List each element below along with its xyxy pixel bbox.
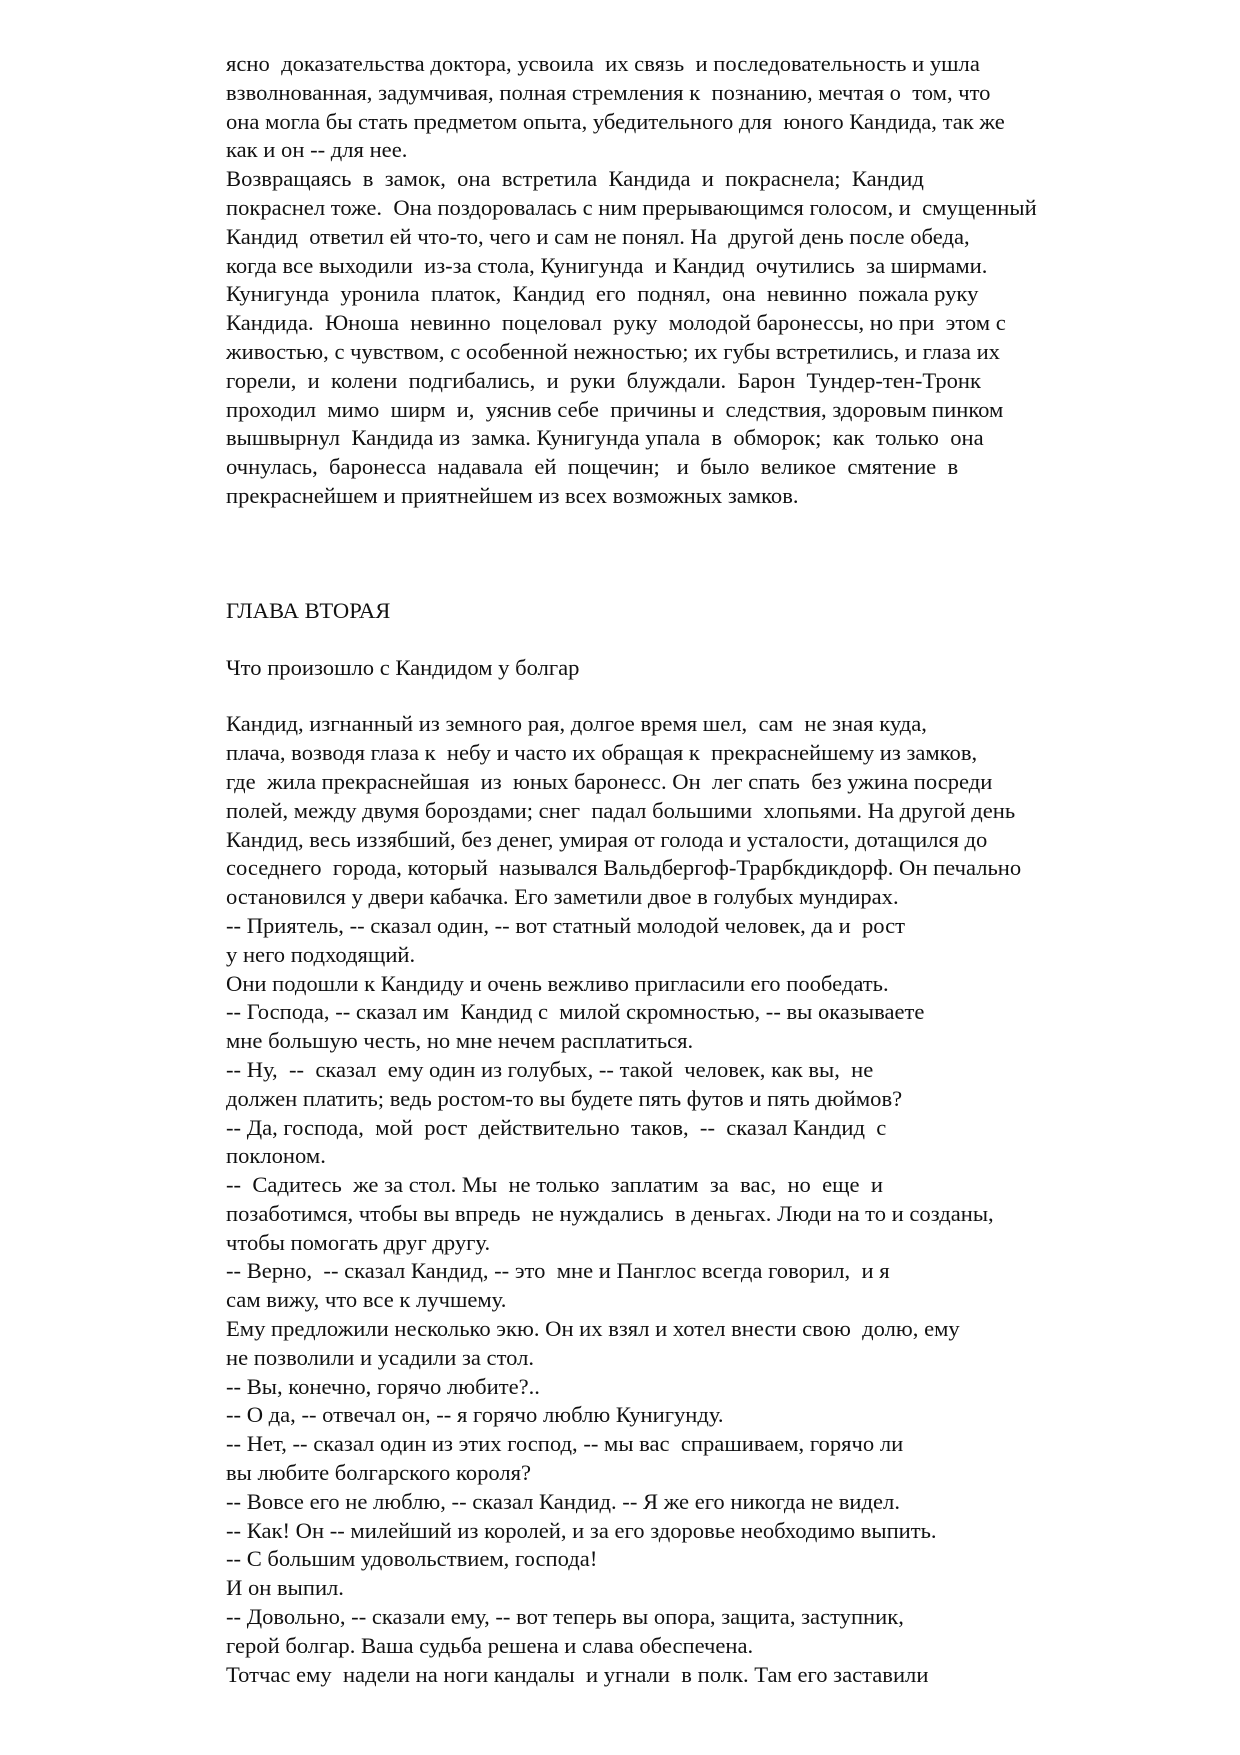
chapter-title: ГЛАВА ВТОРАЯ [226, 597, 391, 623]
section-spacer [226, 682, 1226, 710]
text-line: ясно доказательства доктора, усвоила их связь и последовательность и ушла [226, 51, 980, 76]
text-line: -- О да, -- отвечал он, -- я горячо люблю Кунигунду. [226, 1402, 724, 1428]
text-line: когда все выходили из-за стола, Кунигунда и Кандид очутились за ширмами. [226, 252, 988, 278]
text-line: -- Ну, -- сказал ему один из голубых, -- такой человек, как вы, не [226, 1056, 874, 1082]
text-line: Кунигунда уронила платок, Кандид его поднял, она невинно пожала руку [226, 281, 979, 307]
text-line: вышвырнул Кандида из замка. Кунигунда упала в обморок; как только она [226, 425, 984, 451]
text-line: -- Довольно, -- сказали ему, -- вот теперь вы опора, защита, заступник, [226, 1604, 904, 1630]
text-line: Кандид, весь иззябший, без денег, умирая от голода и усталости, дотащился до [226, 826, 988, 852]
text-line: где жила прекраснейшая из юных баронесс. Он лег спать без ужина посреди [226, 768, 993, 794]
text-line: Кандид, изгнанный из земного рая, долгое время шел, сам не зная куда, [226, 711, 927, 737]
text-line: как и он -- для нее. [226, 137, 408, 163]
paragraph-block-1 [226, 50, 1226, 511]
text-line: прекраснейшем и приятнейшем из всех возможных замков. [226, 482, 799, 508]
text-line: -- Господа, -- сказал им Кандид с милой скромностью, -- вы оказываете [226, 999, 925, 1025]
text-line: горели, и колени подгибались, и руки блуждали. Барон Тундер-тен-Тронк [226, 367, 982, 393]
text-line: -- Садитесь же за стол. Мы не только заплатим за вас, но еще и [226, 1172, 883, 1198]
text-line: мне большую честь, но мне нечем расплатиться. [226, 1028, 694, 1054]
text-line: -- С большим удовольствием, господа! [226, 1546, 598, 1572]
text-line: Кандид ответил ей что-то, чего и сам не понял. На другой день после обеда, [226, 223, 970, 249]
text-line: проходил мимо ширм и, уяснив себе причины и следствия, здоровым пинком [226, 396, 1004, 422]
text-line: вы любите болгарского короля? [226, 1460, 532, 1486]
section-spacer [226, 511, 1226, 597]
section-spacer [226, 626, 1226, 654]
text-line: И он выпил. [226, 1575, 344, 1601]
text-line: не позволили и усадили за стол. [226, 1344, 535, 1370]
chapter-subtitle: Что произошло с Кандидом у болгар [226, 654, 580, 680]
text-line: поклоном. [226, 1143, 326, 1169]
text-line: -- Нет, -- сказал один из этих господ, -- мы вас спрашиваем, горячо ли [226, 1431, 904, 1457]
text-line: Возвращаясь в замок, она встретила Кандида и покраснела; Кандид [226, 166, 924, 192]
text-line: чтобы помогать друг другу. [226, 1229, 491, 1255]
text-line: Кандида. Юноша невинно поцеловал руку молодой баронессы, но при этом с [226, 310, 1006, 336]
text-line: герой болгар. Ваша судьба решена и слава обеспечена. [226, 1632, 754, 1658]
text-line: покраснел тоже. Она поздоровалась с ним прерывающимся голосом, и смущенный [226, 194, 1037, 220]
text-line: сам вижу, что все к лучшему. [226, 1287, 507, 1313]
text-line: -- Вы, конечно, горячо любите?.. [226, 1373, 540, 1399]
document-page [226, 50, 1226, 1689]
text-line: должен платить; ведь ростом-то вы будете пять футов и пять дюймов? [226, 1085, 903, 1111]
text-line: -- Вовсе его не люблю, -- сказал Кандид. -- Я же его никогда не видел. [226, 1488, 900, 1514]
text-line: взволнованная, задумчивая, полная стремления к познанию, мечтая о том, что [226, 79, 991, 105]
text-line: плача, возводя глаза к небу и часто их обращая к прекраснейшему из замков, [226, 740, 978, 766]
text-line: -- Верно, -- сказал Кандид, -- это мне и Панглос всегда говорил, и я [226, 1258, 890, 1284]
paragraph-block-2 [226, 710, 1226, 1689]
text-line: остановился у двери кабачка. Его заметили двое в голубых мундирах. [226, 884, 899, 910]
text-line: она могла бы стать предметом опыта, убедительного для юного Кандида, так же [226, 108, 1005, 134]
text-line: соседнего города, который назывался Вальдбергоф-Трарбкдикдорф. Он печально [226, 855, 1022, 881]
text-line: -- Приятель, -- сказал один, -- вот статный молодой человек, да и рост [226, 912, 906, 938]
text-line: Ему предложили несколько экю. Он их взял и хотел внести свою долю, ему [226, 1316, 960, 1342]
text-line: у него подходящий. [226, 941, 416, 967]
text-line: живостью, с чувством, с особенной нежностью; их губы встретились, и глаза их [226, 338, 1000, 364]
text-line: Тотчас ему надели на ноги кандалы и угнали в полк. Там его заставили [226, 1661, 929, 1687]
text-line: Они подошли к Кандиду и очень вежливо пригласили его пообедать. [226, 970, 889, 996]
text-line: полей, между двумя бороздами; снег падал большими хлопьями. На другой день [226, 797, 1016, 823]
text-line: очнулась, баронесса надавала ей пощечин; и было великое смятение в [226, 454, 959, 480]
text-line: -- Как! Он -- милейший из королей, и за его здоровье необходимо выпить. [226, 1517, 937, 1543]
text-line: -- Да, господа, мой рост действительно таков, -- сказал Кандид с [226, 1114, 887, 1140]
text-line: позаботимся, чтобы вы впредь не нуждались в деньгах. Люди на то и созданы, [226, 1200, 994, 1226]
